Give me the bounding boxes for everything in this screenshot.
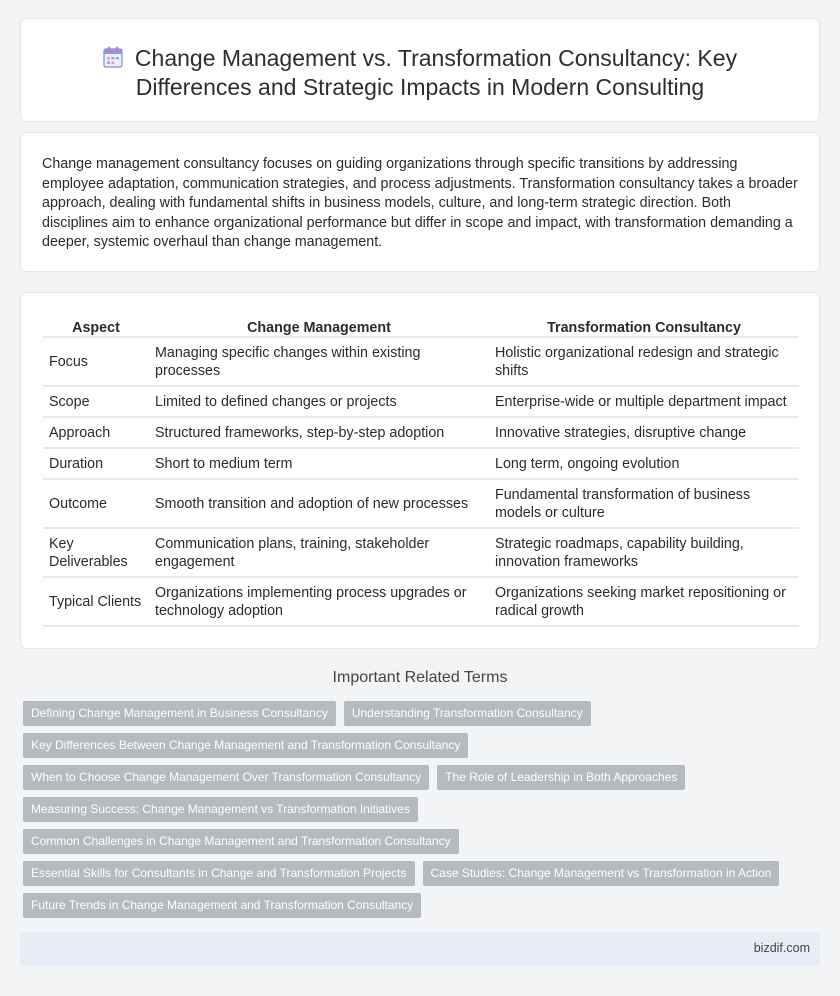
calendar-icon [103,46,123,68]
comparison-table-card [20,292,820,649]
related-term-link[interactable]: When to Choose Change Management Over Transformation Consultancy [23,765,429,790]
column-header-transformation: Transformation Consultancy [489,315,799,337]
cell-change-management: Smooth transition and adoption of new processes [149,479,489,528]
footer-site-link[interactable]: bizdif.com [753,941,810,955]
column-header-change-management: Change Management [149,315,489,337]
summary-card [20,132,820,272]
related-term-link[interactable]: Essential Skills for Consultants in Change and Transformation Projects [23,861,415,886]
header-card [20,18,820,122]
cell-change-management: Managing specific changes within existing processes [149,337,489,386]
cell-aspect: Approach [43,417,149,448]
related-term-link[interactable]: Common Challenges in Change Management and Transformation Consultancy [23,829,459,854]
cell-change-management: Short to medium term [149,448,489,479]
related-term-link[interactable]: Defining Change Management in Business Consultancy [23,701,336,726]
cell-aspect: Duration [43,448,149,479]
related-term-link[interactable]: The Role of Leadership in Both Approaches [437,765,685,790]
cell-aspect: Typical Clients [43,577,149,626]
page-title-text: Change Management vs. Transformation Consultancy: Key Differences and Strategic Impacts in Modern Consulting [134,45,738,100]
cell-change-management: Structured frameworks, step-by-step adoption [149,417,489,448]
column-header-aspect: Aspect [43,315,149,337]
cell-change-management: Communication plans, training, stakeholder engagement [149,528,489,577]
cell-aspect: Outcome [43,479,149,528]
related-term-link[interactable]: Measuring Success: Change Management vs Transformation Initiatives [23,797,418,822]
cell-aspect: Key Deliverables [43,528,149,577]
comparison-table [43,315,799,627]
table-row [43,386,799,417]
cell-transformation: Enterprise-wide or multiple department impact [489,386,799,417]
page-title [61,44,779,102]
cell-transformation: Holistic organizational redesign and strategic shifts [489,337,799,386]
table-row [43,417,799,448]
table-row [43,448,799,479]
related-term-link[interactable]: Future Trends in Change Management and Transformation Consultancy [23,893,421,918]
cell-aspect: Scope [43,386,149,417]
cell-change-management: Organizations implementing process upgrades or technology adoption [149,577,489,626]
cell-transformation: Strategic roadmaps, capability building, innovation frameworks [489,528,799,577]
related-term-link[interactable]: Key Differences Between Change Management and Transformation Consultancy [23,733,468,758]
cell-transformation: Organizations seeking market repositioning or radical growth [489,577,799,626]
table-row [43,528,799,577]
related-term-link[interactable]: Case Studies: Change Management vs Transformation in Action [423,861,780,886]
cell-change-management: Limited to defined changes or projects [149,386,489,417]
cell-transformation: Innovative strategies, disruptive change [489,417,799,448]
related-terms-list [23,701,813,925]
cell-transformation: Long term, ongoing evolution [489,448,799,479]
summary-paragraph: Change management consultancy focuses on guiding organizations through specific transitions by addressing employee adaptation, communication strategies, and process adjustments. Transformation consultancy takes a broader approach, dealing with fundamental shifts in business models, culture, and long-term strategic direction. Both disciplines aim to enhance organizational performance but differ in scope and impact, with transformation demanding a deeper, systemic overhaul than change management. [42,156,798,250]
footer [20,932,820,966]
related-terms-heading: Important Related Terms [332,669,508,686]
table-row [43,577,799,626]
table-row [43,337,799,386]
table-header-row [43,315,799,337]
related-term-link[interactable]: Understanding Transformation Consultancy [344,701,591,726]
table-row [43,479,799,528]
cell-transformation: Fundamental transformation of business models or culture [489,479,799,528]
cell-aspect: Focus [43,337,149,386]
